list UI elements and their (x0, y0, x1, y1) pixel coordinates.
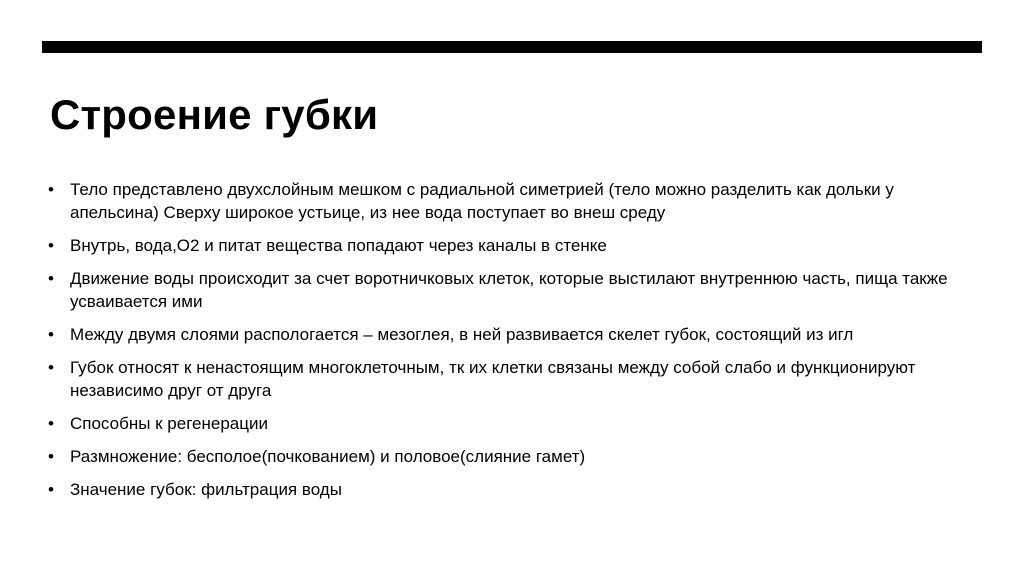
bullet-text: Между двумя слоями распологается – мезоглея, в ней развивается скелет губок, состоящий из игл (70, 325, 854, 344)
bullet-text: Значение губок: фильтрация воды (70, 480, 342, 499)
bullet-text: Внутрь, вода,О2 и питат вещества попадают через каналы в стенке (70, 236, 607, 255)
slide-title: Строение губки (50, 91, 379, 138)
bullet-text: Губок относят к ненастоящим многоклеточным, тк их клетки связаны между собой слабо и функционируют независимо друг от друга (70, 358, 916, 400)
bullet-item (48, 412, 978, 435)
top-divider-bar (42, 41, 982, 53)
bullet-list (48, 178, 978, 511)
bullet-dot-icon: • (48, 480, 54, 499)
bullet-item (48, 356, 978, 402)
bullet-dot-icon: • (48, 325, 54, 344)
bullet-dot-icon: • (48, 236, 54, 255)
bullet-dot-icon: • (48, 180, 54, 199)
bullet-item (48, 478, 978, 501)
bullet-dot-icon: • (48, 447, 54, 466)
bullet-item (48, 445, 978, 468)
bullet-text: Размножение: бесполое(почкованием) и половое(слияние гамет) (70, 447, 586, 466)
bullet-text: Способны к регенерации (70, 414, 268, 433)
bullet-text: Движение воды происходит за счет воротничковых клеток, которые выстилают внутреннюю часть, пища также усваивается ими (70, 269, 948, 311)
bullet-dot-icon: • (48, 358, 54, 377)
bullet-item (48, 323, 978, 346)
bullet-text: Тело представлено двухслойным мешком с радиальной симетрией (тело можно разделить как дольки у апельсина) Сверху широкое устьице, из нее вода поступает во внеш среду (70, 180, 894, 222)
bullet-dot-icon: • (48, 414, 54, 433)
bullet-item (48, 178, 978, 224)
bullet-item (48, 234, 978, 257)
bullet-dot-icon: • (48, 269, 54, 288)
bullet-item (48, 267, 978, 313)
